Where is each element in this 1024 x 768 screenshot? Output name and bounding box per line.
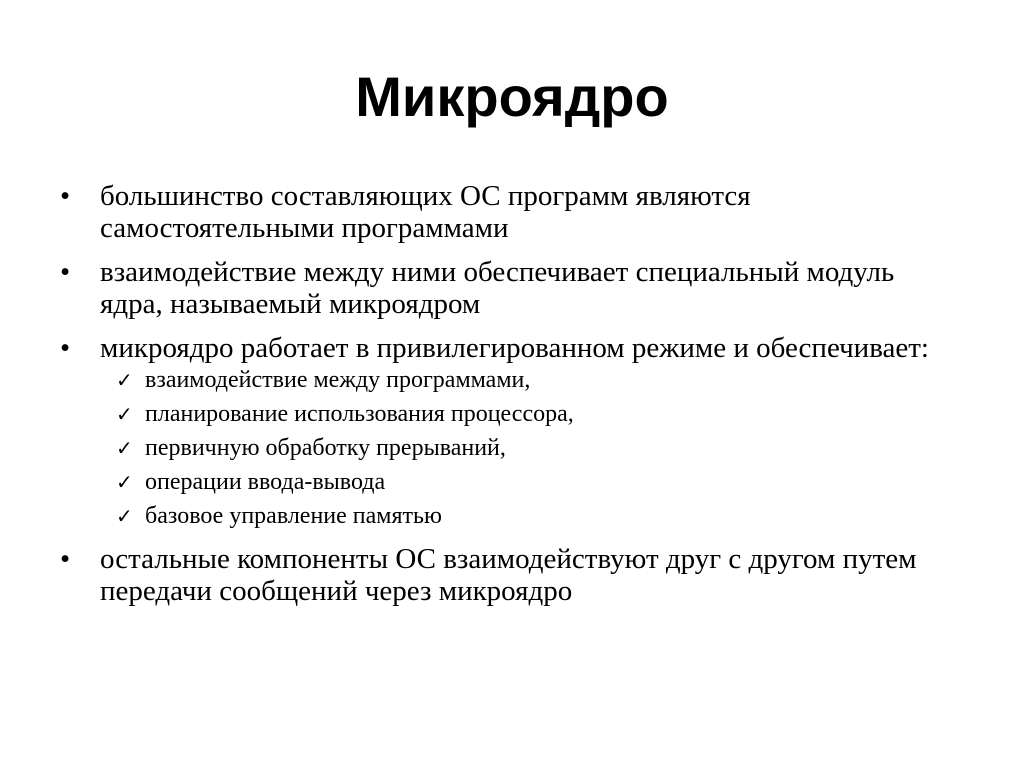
check-icon: ✓ [116, 504, 133, 528]
bullet-text: взаимодействие между ними обеспечивает специальный модуль ядра, называемый микроядром [100, 256, 895, 320]
bullet-list [60, 180, 960, 619]
bullet-text: остальные компоненты ОС взаимодействуют друг с другом путем передачи сообщений через микроядро [100, 543, 917, 607]
bullet-item [60, 543, 960, 607]
sub-item [100, 468, 960, 497]
check-icon: ✓ [116, 368, 133, 392]
sub-item-text: базовое управление памятью [145, 503, 442, 529]
sub-item [100, 400, 960, 429]
sub-item [100, 434, 960, 463]
bullet-icon: • [60, 256, 71, 288]
bullet-text: большинство составляющих ОС программ являются самостоятельными программами [100, 180, 751, 244]
sub-item-text: взаимодействие между программами, [145, 367, 531, 393]
bullet-icon: • [60, 332, 71, 364]
sub-item [100, 502, 960, 531]
bullet-icon: • [60, 543, 71, 575]
check-icon: ✓ [116, 402, 133, 426]
check-icon: ✓ [116, 436, 133, 460]
sub-item-text: планирование использования процессора, [145, 401, 574, 427]
bullet-item [60, 256, 960, 320]
bullet-item [60, 332, 960, 531]
sub-item-text: первичную обработку прерываний, [145, 435, 506, 461]
bullet-item [60, 180, 960, 244]
bullet-icon: • [60, 180, 71, 212]
bullet-text: микроядро работает в привилегированном режиме и обеспечивает: [100, 332, 929, 364]
check-icon: ✓ [116, 470, 133, 494]
sub-list [100, 366, 960, 531]
sub-item [100, 366, 960, 395]
sub-item-text: операции ввода-вывода [145, 469, 386, 495]
slide-title: Микроядро [355, 65, 669, 128]
